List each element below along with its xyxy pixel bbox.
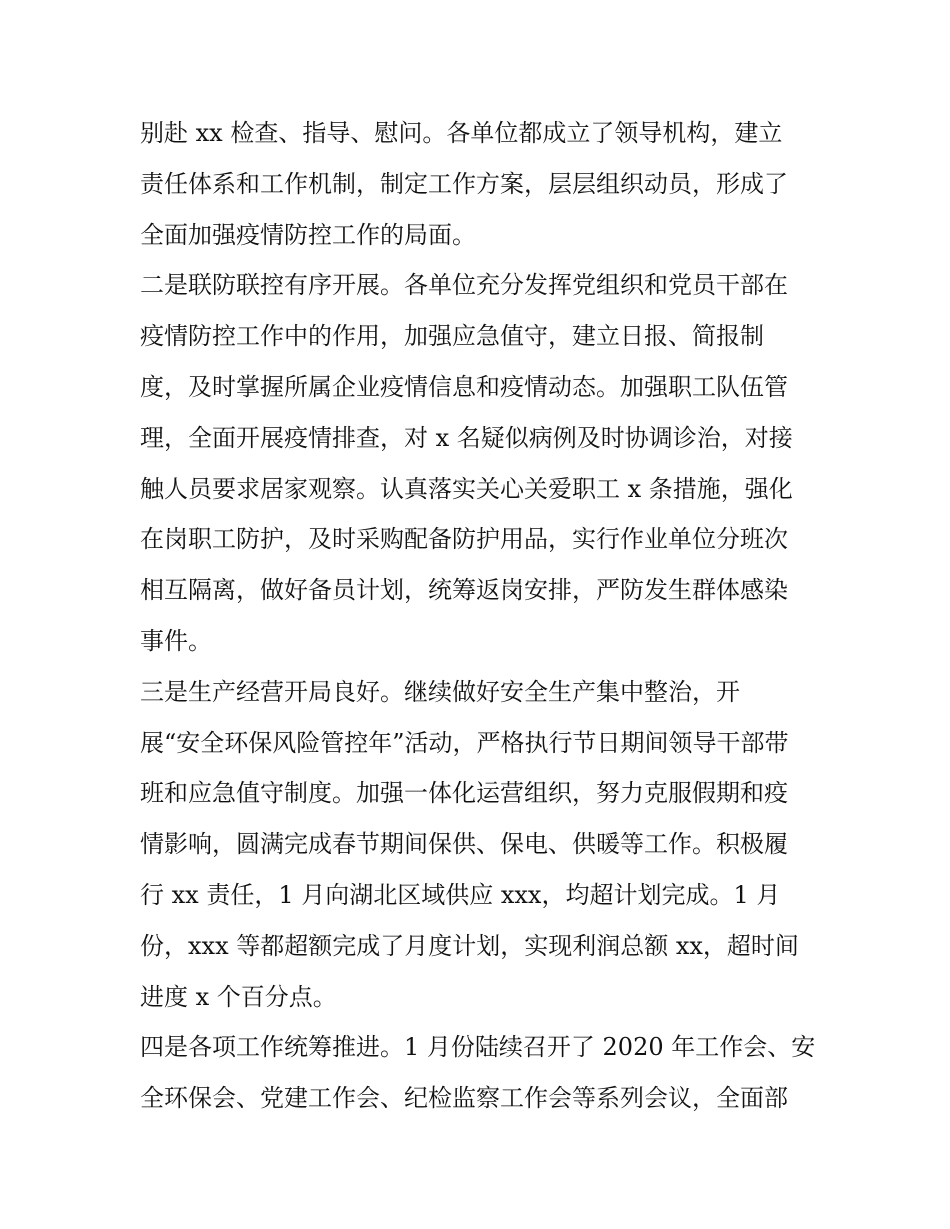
text-line: 疫情防控工作中的作用，加强应急值守，建立日报、简报制 [140,322,764,351]
text-line: 行 xx 责任，1 月向湖北区域供应 xxx，均超计划完成。1 月 [140,880,781,909]
text-line: 在岗职工防护，及时采购配备防护用品，实行作业单位分班次 [140,525,788,554]
text-line: 班和应急值守制度。加强一体化运营组织，努力克服假期和疫 [140,779,788,808]
text-line: 相互隔离，做好备员计划，统筹返岗安排，严防发生群体感染 [140,576,788,605]
text-line: 进度 x 个百分点。 [140,982,337,1011]
text-line: 理，全面开展疫情排查，对 x 名疑似病例及时协调诊治，对接 [140,423,793,452]
document-body [140,108,830,1124]
text-line: 四是各项工作统筹推进。1 月份陆续召开了 2020 年工作会、安 [140,1033,816,1062]
text-line: 事件。 [140,626,212,655]
text-line: 触人员要求居家观察。认真落实关心关爱职工 x 条措施，强化 [140,474,793,503]
text-line: 情影响，圆满完成春节期间保供、保电、供暖等工作。积极履 [140,830,788,859]
text-line: 度，及时掌握所属企业疫情信息和疫情动态。加强职工队伍管 [140,372,788,401]
text-line: 全环保会、党建工作会、纪检监察工作会等系列会议，全面部 [140,1084,788,1113]
text-line: 全面加强疫情防控工作的局面。 [140,220,476,249]
text-line: 展“安全环保风险管控年”活动，严格执行节日期间领导干部带 [140,728,789,757]
text-line: 份，xxx 等都超额完成了月度计划，实现利润总额 xx，超时间 [140,931,799,960]
text-line: 别赴 xx 检查、指导、慰问。各单位都成立了领导机构，建立 [140,119,783,147]
text-line: 责任体系和工作机制，制定工作方案，层层组织动员，形成了 [140,169,788,198]
text-line: 二是联防联控有序开展。各单位充分发挥党组织和党员干部在 [140,271,788,300]
text-line: 三是生产经营开局良好。继续做好安全生产集中整治，开 [140,677,740,706]
